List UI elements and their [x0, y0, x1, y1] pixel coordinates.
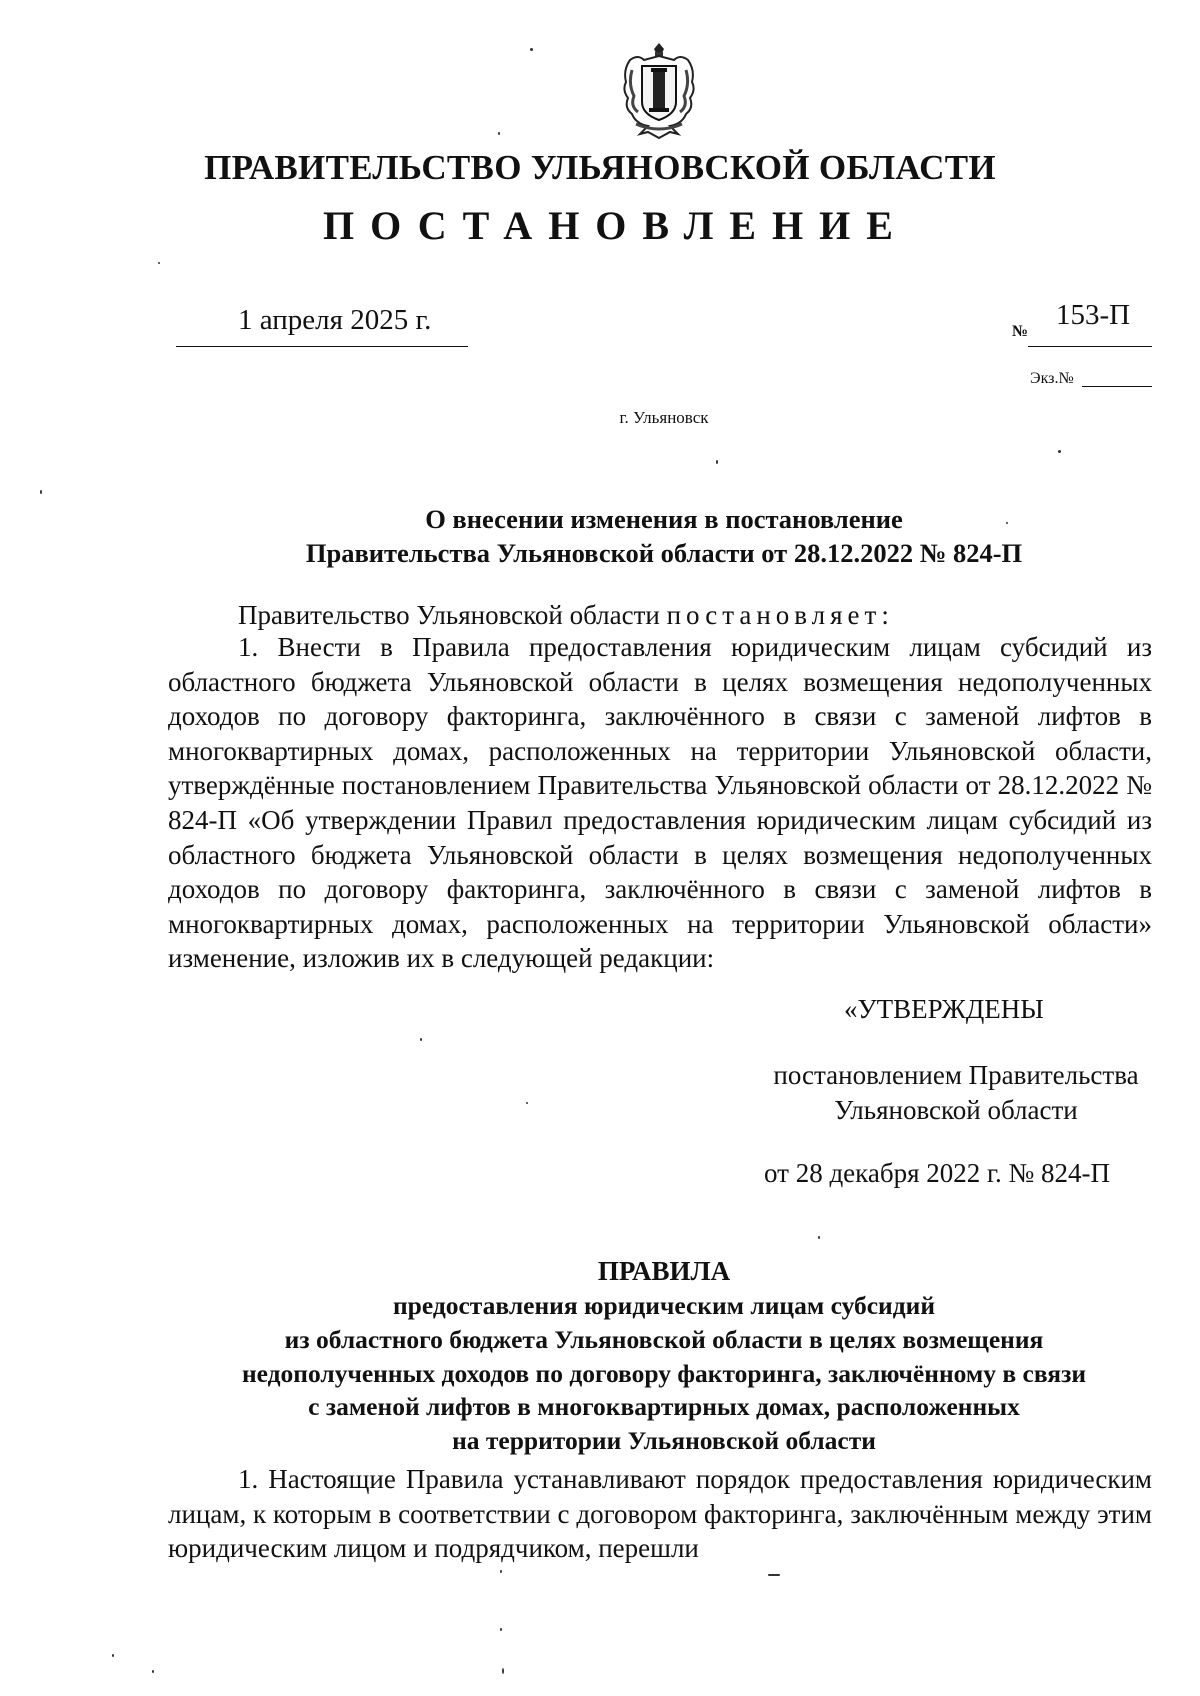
document-type-title: ПОСТАНОВЛЕНИЕ	[323, 203, 909, 248]
subject-line-1: О внесении изменения в постановление	[425, 504, 903, 534]
scan-speck	[112, 1654, 114, 1657]
paragraph-1-text: 1. Внести в Правила предоставления юридическим лицам субсидий из областного бюджета Ульяновской области в целях возмещения недополученных доходов по договору факторинга, заключённого в связи с заменой лифтов в многоквартирных домах, расположенных на территории Ульяновской области, утверждённые постановлением Правительства Ульяновской области от 28.12.2022 № 824-П «Об утверждении Правил предоставления юридическим лицам субсидий из областного бюджета Ульяновской области в целях возмещения недополученных доходов по договору факторинга, заключённого в связи с заменой лифтов в многоквартирных домах, расположенных на территории Ульяновской области» изменение, изложив их в следующей редакции:	[168, 632, 1152, 974]
scan-speck	[768, 1574, 780, 1576]
approved-by-line-1: постановлением Правительства	[773, 1060, 1139, 1090]
approved-date: от 28 декабря 2022 г. № 824-П	[764, 1158, 1111, 1188]
approved-stamp-text: «УТВЕРЖДЕНЫ	[844, 994, 1044, 1024]
scan-speck	[716, 460, 718, 464]
scan-speck	[1058, 450, 1061, 453]
scan-speck	[530, 48, 533, 51]
rules-subtitle-line: предоставления юридическим лицам субсидий	[392, 1291, 936, 1320]
document-number: 153-П	[1056, 299, 1131, 331]
scan-speck	[502, 1668, 504, 1674]
rules-paragraph-1	[168, 1462, 1152, 1566]
scan-speck	[500, 1628, 502, 1631]
copy-number-underline	[1082, 386, 1152, 387]
date-underline	[176, 346, 468, 347]
scan-speck	[818, 1236, 820, 1239]
rules-paragraph-1-text: 1. Настоящие Правила устанавливают порядок предоставления юридическим лицам, к которым в соответствии с договором факторинга, заключённым между этим юридическим лицом и подрядчиком, перешли	[168, 1464, 1152, 1564]
city-line: г. Ульяновск	[619, 408, 709, 427]
scan-speck	[420, 1038, 422, 1041]
scan-speck	[1006, 522, 1008, 524]
copy-number-label: Экз.№	[1030, 370, 1074, 387]
resolution-intro	[238, 598, 894, 632]
scan-speck	[158, 262, 160, 264]
rules-title: ПРАВИЛА	[597, 1256, 731, 1286]
intro-resolves-word: постановляет:	[666, 600, 894, 630]
document-subject	[0, 502, 1200, 570]
rules-subtitle-line: из областного бюджета Ульяновской области в целях возмещения	[284, 1324, 1044, 1354]
scan-speck	[526, 1102, 528, 1104]
rules-subtitle	[0, 1289, 1200, 1458]
number-underline	[1028, 346, 1152, 347]
document-date: 1 апреля 2025 г.	[238, 304, 432, 336]
rules-subtitle-line: на территории Ульяновской области	[452, 1426, 876, 1456]
approved-by-line-2: Ульяновской области	[834, 1095, 1078, 1125]
intro-text: Правительство Ульяновской области	[238, 600, 667, 630]
scan-speck	[500, 1570, 502, 1573]
rules-subtitle-line: недополученных доходов по договору факторинга, заключённому в связи	[241, 1358, 1087, 1388]
coat-of-arms-emblem	[618, 40, 700, 140]
number-label: №	[1012, 323, 1029, 340]
scan-speck	[498, 132, 500, 135]
scan-speck	[152, 1670, 154, 1673]
subject-line-2: Правительства Ульяновской области от 28.12.2022 № 824-П	[305, 538, 1023, 568]
government-title: ПРАВИТЕЛЬСТВО УЛЬЯНОВСКОЙ ОБЛАСТИ	[204, 148, 996, 187]
approved-by-block	[756, 1058, 1156, 1128]
resolution-paragraph-1	[168, 630, 1152, 976]
rules-subtitle-line: с заменой лифтов в многоквартирных домах, расположенных	[308, 1392, 1020, 1422]
scan-speck	[40, 490, 42, 494]
